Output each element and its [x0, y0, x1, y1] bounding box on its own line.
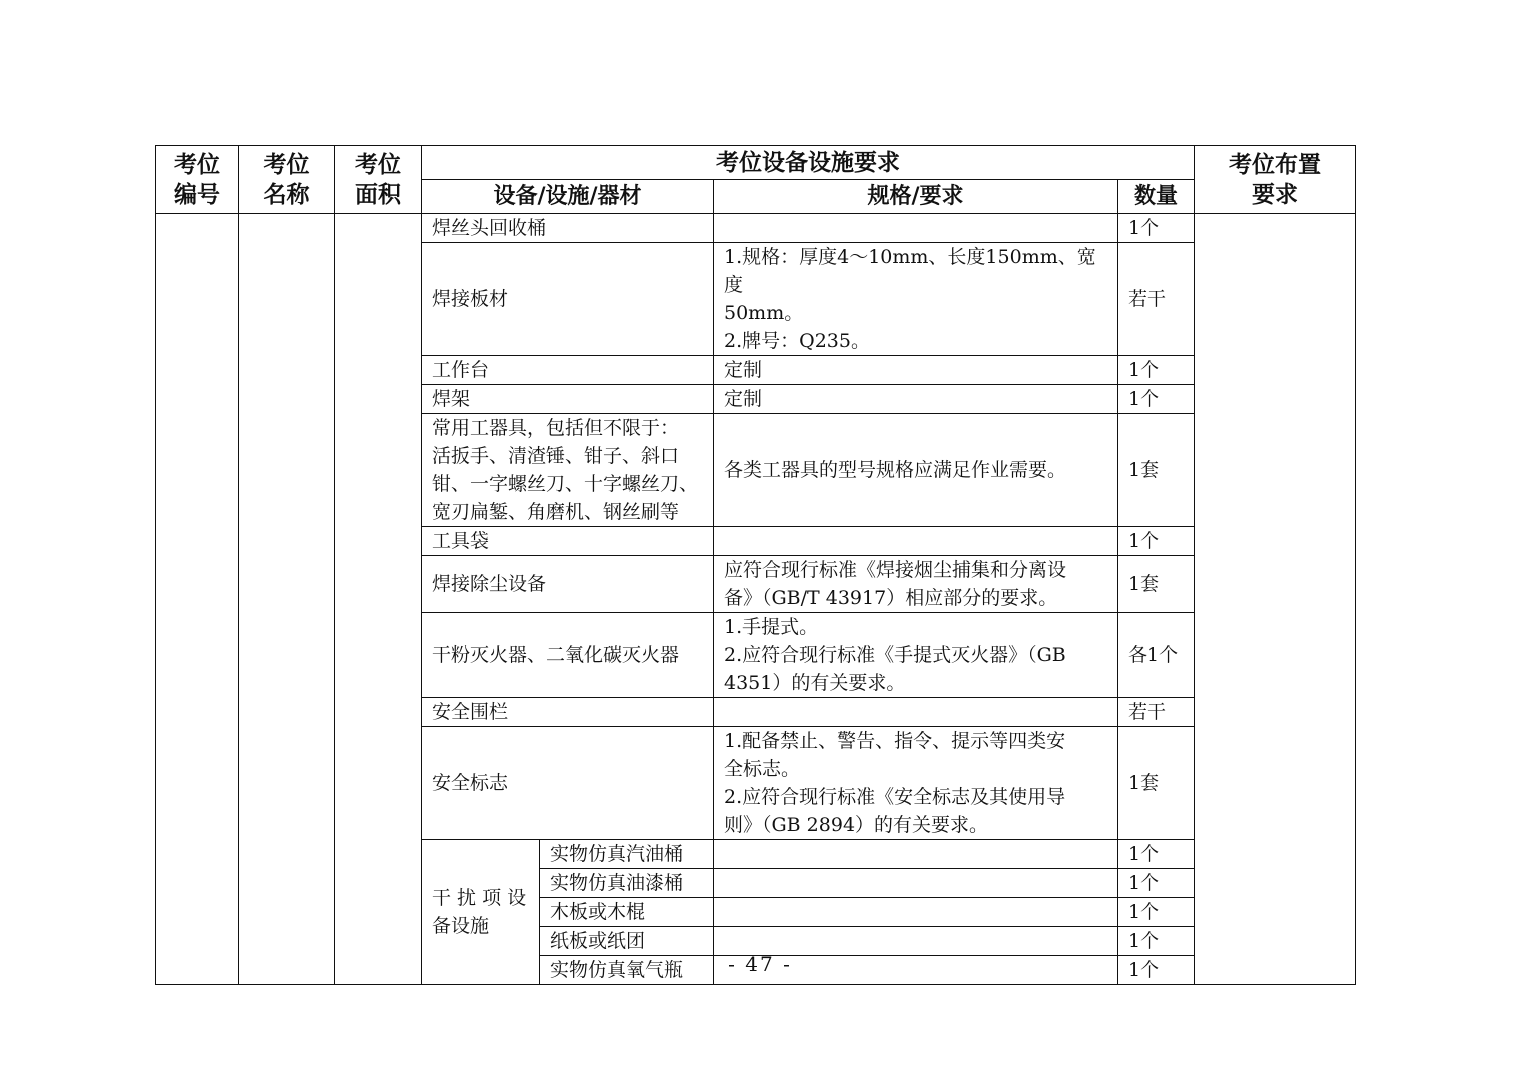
spec-cell	[714, 698, 1118, 727]
interference-label: 干 扰 项 设 备设施	[422, 840, 540, 985]
page-number: - 47 -	[728, 952, 792, 976]
spec-cell: 各类工器具的型号规格应满足作业需要。	[714, 414, 1118, 527]
quantity-cell: 1个	[1118, 214, 1195, 243]
spec-cell: 1.配备禁止、警告、指令、提示等四类安 全标志。 2.应符合现行标准《安全标志及其使用导 则》（GB 2894）的有关要求。	[714, 727, 1118, 840]
interference-item: 实物仿真汽油桶	[540, 840, 714, 869]
quantity-cell: 1个	[1118, 898, 1195, 927]
quantity-cell: 1个	[1118, 927, 1195, 956]
equipment-item: 焊架	[422, 385, 714, 414]
quantity-cell: 1个	[1118, 869, 1195, 898]
equipment-item: 焊接板材	[422, 243, 714, 356]
equipment-item: 工具袋	[422, 527, 714, 556]
quantity-cell: 若干	[1118, 698, 1195, 727]
exam-area-cell	[335, 214, 422, 985]
quantity-cell: 1套	[1118, 556, 1195, 613]
spec-cell: 1.规格：厚度4～10mm、长度150mm、宽度 50mm。 2.牌号：Q235。	[714, 243, 1118, 356]
quantity-cell: 1个	[1118, 385, 1195, 414]
spec-cell: 应符合现行标准《焊接烟尘捕集和分离设 备》（GB/T 43917）相应部分的要求。	[714, 556, 1118, 613]
spec-cell	[714, 898, 1118, 927]
header-layout-requirements: 考位布置 要求	[1195, 146, 1356, 214]
layout-requirements-cell	[1195, 214, 1356, 985]
quantity-cell: 1套	[1118, 414, 1195, 527]
header-equipment-group: 考位设备设施要求	[422, 146, 1195, 180]
equipment-item: 安全围栏	[422, 698, 714, 727]
spec-cell: 定制	[714, 356, 1118, 385]
equipment-item: 安全标志	[422, 727, 714, 840]
interference-item: 纸板或纸团	[540, 927, 714, 956]
equipment-item: 干粉灭火器、二氧化碳灭火器	[422, 613, 714, 698]
equipment-item: 常用工器具，包括但不限于： 活扳手、清渣锤、钳子、斜口 钳、一字螺丝刀、十字螺丝刀、 宽刃扁錾、角磨机、钢丝刷等	[422, 414, 714, 527]
spec-cell: 定制	[714, 385, 1118, 414]
header-exam-no: 考位 编号	[156, 146, 239, 214]
table-row	[156, 214, 1356, 243]
equipment-requirements-table	[155, 145, 1356, 985]
spec-cell	[714, 214, 1118, 243]
quantity-cell: 1个	[1118, 527, 1195, 556]
quantity-cell: 1个	[1118, 356, 1195, 385]
quantity-cell: 1个	[1118, 956, 1195, 985]
exam-name-cell	[239, 214, 335, 985]
quantity-cell: 1个	[1118, 840, 1195, 869]
equipment-item: 焊接除尘设备	[422, 556, 714, 613]
exam-no-cell	[156, 214, 239, 985]
quantity-cell: 若干	[1118, 243, 1195, 356]
interference-item: 实物仿真氧气瓶	[540, 956, 714, 985]
interference-item: 实物仿真油漆桶	[540, 869, 714, 898]
spec-cell	[714, 869, 1118, 898]
header-exam-name: 考位 名称	[239, 146, 335, 214]
equipment-item: 工作台	[422, 356, 714, 385]
spec-cell	[714, 527, 1118, 556]
equipment-item: 焊丝头回收桶	[422, 214, 714, 243]
spec-cell	[714, 840, 1118, 869]
header-spec: 规格/要求	[714, 180, 1118, 214]
quantity-cell: 各1个	[1118, 613, 1195, 698]
header-quantity: 数量	[1118, 180, 1195, 214]
quantity-cell: 1套	[1118, 727, 1195, 840]
header-equipment: 设备/设施/器材	[422, 180, 714, 214]
header-exam-area: 考位 面积	[335, 146, 422, 214]
interference-item: 木板或木棍	[540, 898, 714, 927]
spec-cell: 1.手提式。 2.应符合现行标准《手提式灭火器》（GB 4351）的有关要求。	[714, 613, 1118, 698]
